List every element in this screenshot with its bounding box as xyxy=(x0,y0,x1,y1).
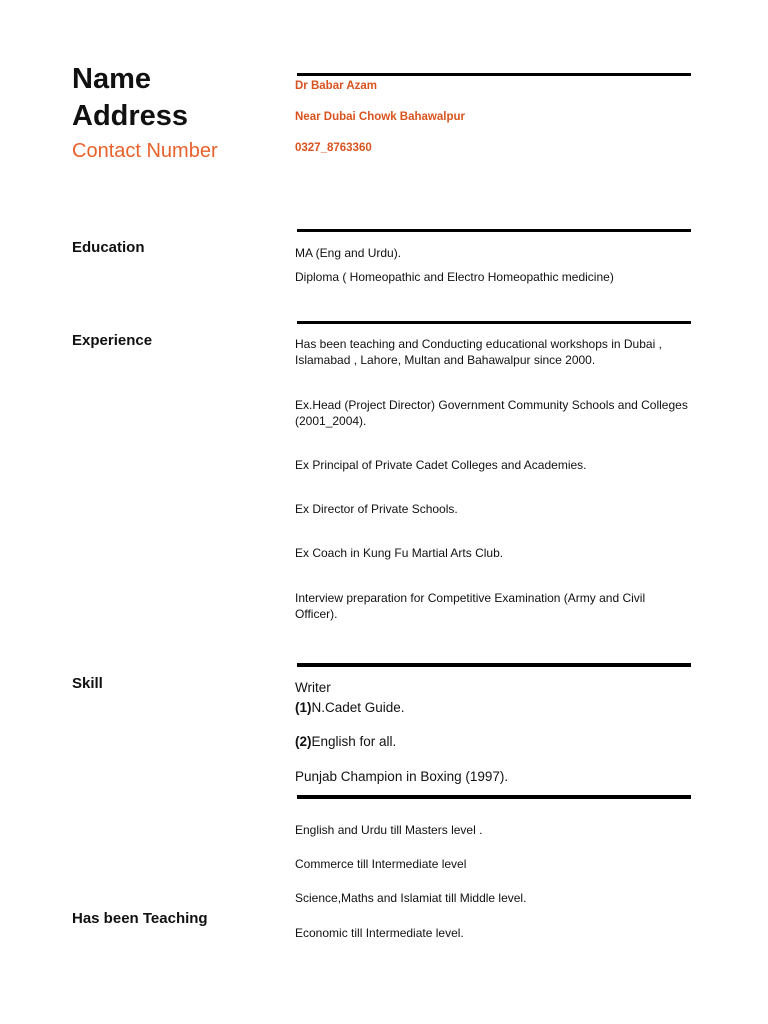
name-label: Name xyxy=(72,63,151,95)
contact-number-label: Contact Number xyxy=(72,140,218,162)
education-item: Diploma ( Homeopathic and Electro Homeopathic medicine) xyxy=(295,270,614,284)
teaching-item: Commerce till Intermediate level xyxy=(295,857,467,871)
skill-divider xyxy=(297,663,691,667)
address-value: Near Dubai Chowk Bahawalpur xyxy=(295,111,465,123)
book-2-number: (2) xyxy=(295,734,312,749)
skill-sport: Punjab Champion in Boxing (1997). xyxy=(295,769,509,784)
contact-value: 0327_8763360 xyxy=(295,142,372,154)
experience-item: Interview preparation for Competitive Examination (Army and Civil Officer). xyxy=(295,591,646,621)
skill-book-1 xyxy=(295,700,690,716)
experience-item: Ex Principal of Private Cadet Colleges and Academies. xyxy=(295,458,587,472)
teaching-item: Science,Maths and Islamiat till Middle level. xyxy=(295,891,527,905)
education-heading: Education xyxy=(72,239,145,256)
name-value: Dr Babar Azam xyxy=(295,80,378,92)
experience-item: Ex Director of Private Schools. xyxy=(295,502,458,516)
book-1-number: (1) xyxy=(295,700,312,715)
skill-heading: Skill xyxy=(72,675,103,692)
address-label: Address xyxy=(72,100,189,132)
experience-item: Ex.Head (Project Director) Government Community Schools and Colleges (2001_2004). xyxy=(295,398,688,428)
header-divider xyxy=(297,73,691,76)
experience-item: Has been teaching and Conducting educational workshops in Dubai , Islamabad , Lahore, Multan and Bahawalpur since 2000. xyxy=(295,337,662,367)
education-divider xyxy=(297,229,691,232)
experience-heading: Experience xyxy=(72,332,153,349)
skill-writer: Writer xyxy=(295,680,331,695)
experience-divider xyxy=(297,321,691,324)
experience-item: Ex Coach in Kung Fu Martial Arts Club. xyxy=(295,546,504,560)
education-item: MA (Eng and Urdu). xyxy=(295,246,402,260)
book-1-title: N.Cadet Guide. xyxy=(311,700,405,715)
skill-book-2 xyxy=(295,734,690,750)
book-2-title: English for all. xyxy=(311,734,397,749)
teaching-item: English and Urdu till Masters level . xyxy=(295,823,483,837)
teaching-heading: Has been Teaching xyxy=(72,910,208,927)
teaching-item: Economic till Intermediate level. xyxy=(295,926,464,940)
teaching-divider xyxy=(297,795,691,799)
